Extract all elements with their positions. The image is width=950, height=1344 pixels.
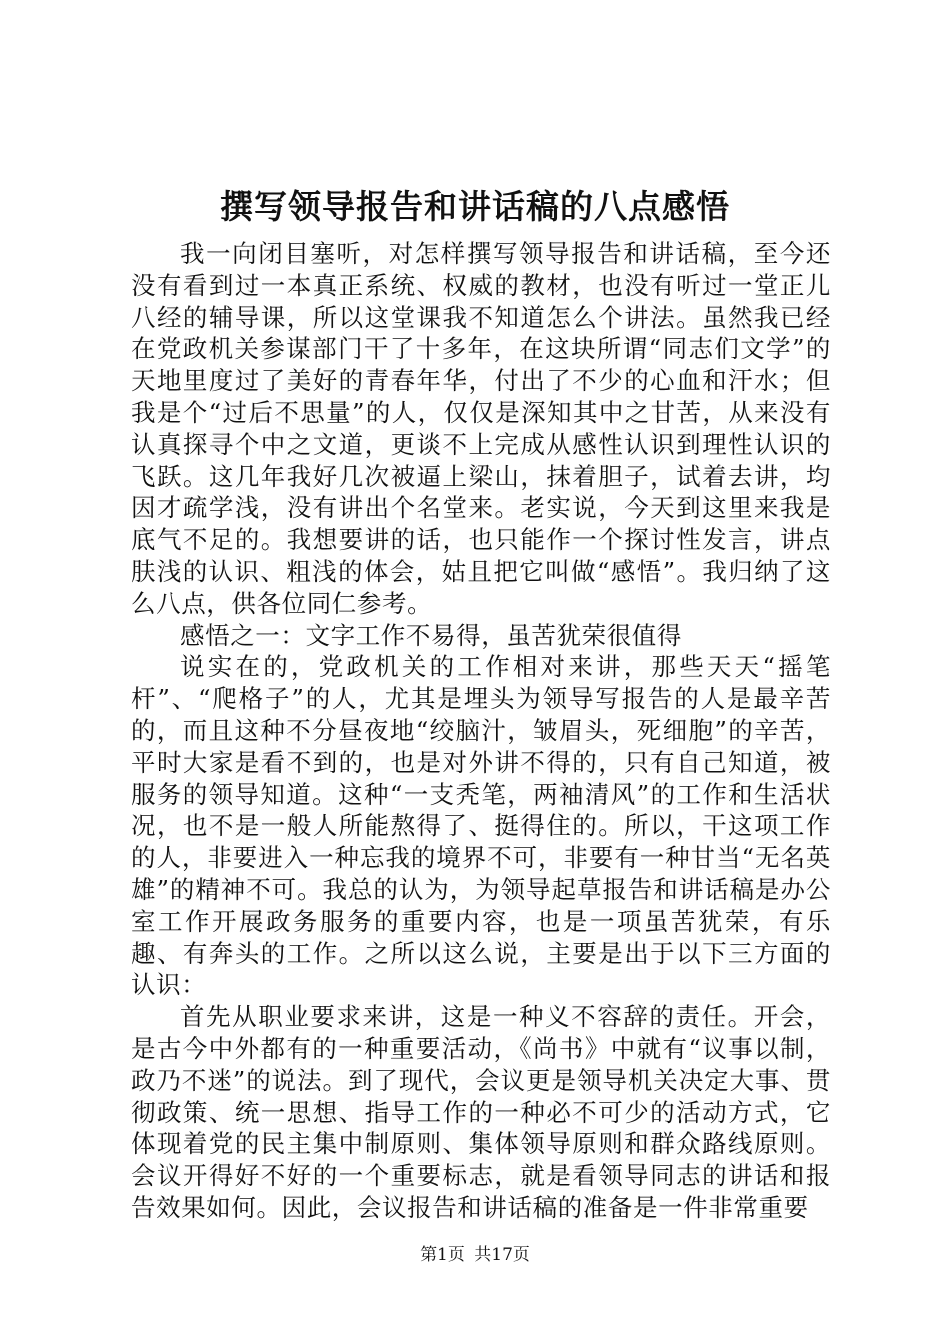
paragraph-career-duty: 首先从职业要求来讲，这是一种义不容辞的责任。开会，是古今中外都有的一种重要活动，《尚书》中就有“议事以制，政乃不迷”的说法。到了现代，会议更是领导机关决定大事、贯彻政策、统一思想、指导工作的一种必不可少的活动方式，它体现着党的民主集中制原则、集体领导原则和群众路线原则。会议开得好不好的一个重要标志，就是看领导同志的讲话和报告效果如何。因此，会议报告和讲话稿的准备是一件非常重要 (131, 1002, 831, 1222)
page-footer (0, 1243, 950, 1267)
page-number: 第1页 (420, 1245, 465, 1265)
document-title: 撰写领导报告和讲话稿的八点感悟 (220, 187, 730, 226)
page-total: 共17页 (474, 1245, 530, 1265)
paragraph-intro: 我一向闭目塞听，对怎样撰写领导报告和讲话稿，至今还没有看到过一本真正系统、权威的教材，也没有听过一堂正儿八经的辅导课，所以这堂课我不知道怎么个讲法。虽然我已经在党政机关参谋部门干了十多年，在这块所谓“同志们文学”的天地里度过了美好的青春年华，付出了不少的心血和汗水；但我是个“过后不思量”的人，仅仅是深知其中之甘苦，从来没有认真探寻个中之文道，更谈不上完成从感性认识到理性认识的飞跃。这几年我好几次被逼上梁山，抹着胆子，试着去讲，均因才疏学浅，没有讲出个名堂来。老实说，今天到这里来我是底气不足的。我想要讲的话，也只能作一个探讨性发言，讲点肤浅的认识、粗浅的体会，姑且把它叫做“感悟”。我归纳了这么八点，供各位同仁参考。 (131, 239, 831, 618)
section-heading-insight-1: 感悟之一：文字工作不易得，虽苦犹荣很值得 (180, 620, 682, 650)
document-body (131, 238, 831, 1224)
paragraph-insight-1-body: 说实在的，党政机关的工作相对来讲，那些天天“摇笔杆”、“爬格子”的人，尤其是埋头为领导写报告的人是最辛苦的，而且这种不分昼夜地“绞脑汁，皱眉头，死细胞”的辛苦，平时大家是看不到的，也是对外讲不得的，只有自己知道，被服务的领导知道。这种“一支秃笔，两袖清风”的工作和生活状况，也不是一般人所能熬得了、挺得住的。所以，干这项工作的人，非要进入一种忘我的境界不可，非要有一种甘当“无名英雄”的精神不可。我总的认为，为领导起草报告和讲话稿是办公室工作开展政务服务的重要内容，也是一项虽苦犹荣，有乐趣、有奔头的工作。之所以这么说，主要是出于以下三方面的认识： (131, 652, 831, 1000)
